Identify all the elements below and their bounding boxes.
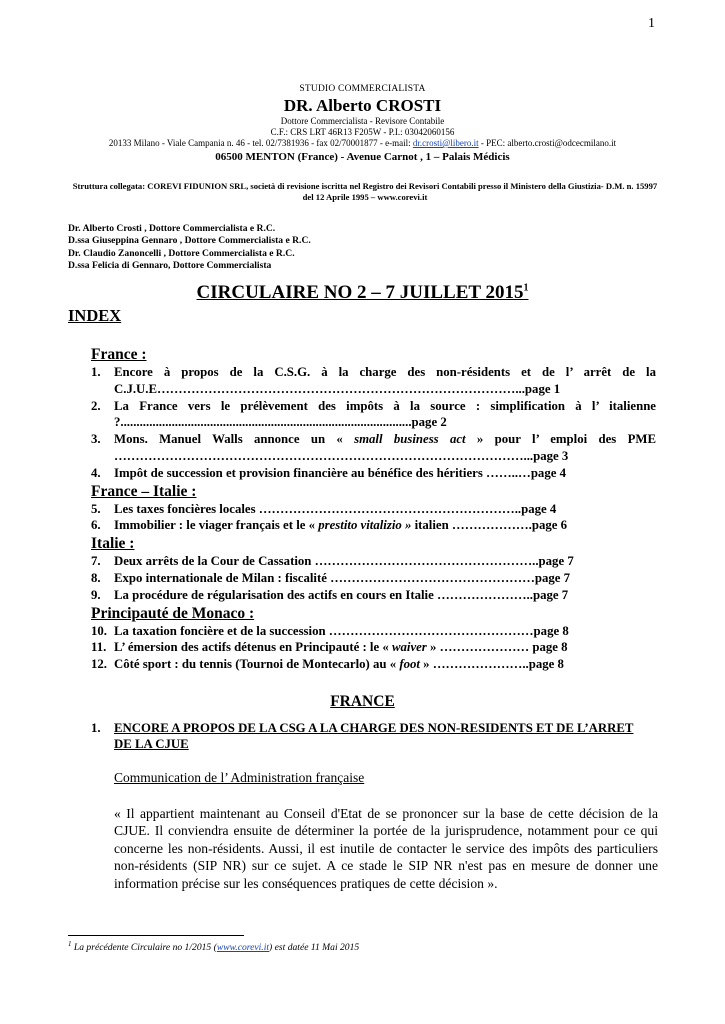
footnote [68, 940, 359, 953]
staff-list [68, 223, 311, 273]
toc-entry-number: 8. [91, 570, 101, 585]
toc-entry-number: 11. [91, 640, 107, 655]
france-heading: FRANCE [330, 693, 395, 710]
toc-entry-text: Côté sport : du tennis (Tournoi de Montecarlo) au « [114, 657, 400, 672]
section-1-heading [91, 720, 651, 752]
toc-entry-number: 7. [91, 554, 101, 569]
toc-entry[interactable] [91, 656, 656, 673]
address-text: 20133 Milano - Viale Campania n. 46 - tel. 02/7381936 - fax 02/70001877 - e-mail: [108, 138, 413, 148]
toc-entry[interactable] [91, 553, 656, 570]
toc-entry-text: La procédure de régularisation des actifs en cours en Italie …………………..page 7 [114, 587, 569, 602]
toc-entry[interactable] [91, 639, 656, 656]
letterhead-title: Dottore Commercialista - Revisore Contabile [280, 116, 445, 126]
toc-entry-text: » pour l’ emploi des PME ……………………………………………………………………………………...page 3 [114, 432, 657, 463]
toc-entry-number: 3. [91, 432, 101, 447]
letterhead-address [0, 138, 725, 149]
toc-entry-emphasis: foot [399, 657, 420, 672]
letterhead-name: DR. Alberto CROSTI [283, 96, 442, 115]
toc-entry-number: 9. [91, 587, 101, 602]
letterhead-tax-ids: C.F.: CRS LRT 46R13 F205W - P.I.: 03042060156 [270, 127, 455, 137]
section-number: 1. [91, 721, 101, 735]
email-link[interactable]: dr.crosti@libero.it [412, 138, 479, 148]
pec-text: - PEC: alberto.crosti@odcecmilano.it [478, 138, 617, 148]
toc-entry-text: Mons. Manuel Walls annonce un « [114, 432, 355, 447]
toc-entry-text: Deux arrêts de la Cour de Cassation ……………………………………………..page 7 [114, 554, 574, 569]
letterhead-studio: STUDIO COMMERCIALISTA [299, 84, 426, 94]
toc-entry-text: La France vers le prélèvement des impôts à la source : simplification à l’ italienne ?...........................................................................................page 2 [114, 398, 656, 430]
toc-entry-text: Encore à propos de la C.S.G. à la charge des non-résidents et de l’ arrêt de la C.J.U.E…………………………………………………………………………...page 1 [114, 365, 656, 396]
toc-entry-text: italien ……………….page 6 [411, 518, 568, 533]
toc-entry-emphasis: waiver [391, 640, 427, 655]
table-of-contents [91, 345, 656, 673]
toc-section-monaco: Principauté de Monaco : [91, 604, 255, 622]
struttura-collegata: Struttura collegata: COREVI FIDUNION SRL, società di revisione iscritta nel Registro dei Revisori Contabili presso il Ministero della Giustizia- D.M. n. 15997 del 12 Aprile 1995 – www.corevi.it [72, 181, 658, 202]
staff-member: Dr. Alberto Crosti , Dottore Commercialista e R.C. [68, 223, 276, 234]
toc-entry-text: L’ émersion des actifs détenus en Principauté : le « [114, 640, 392, 655]
staff-member: D.ssa Giuseppina Gennaro , Dottore Commercialista e R.C. [68, 235, 311, 247]
toc-entry-number: 6. [91, 518, 101, 533]
toc-entry-text: » ………………… page 8 [426, 640, 568, 655]
quote-paragraph: « Il appartient maintenant au Conseil d'Etat de se prononcer sur la base de cette décision de la CJUE. Il conviendra ensuite de déterminer la portée de la jurisprudence, notamment pour ce qui concerne les non-résidents. Aussi, il est inutile de contacter le service des impôts des particuliers non-résidents (SIP NR) sur ce sujet. A ce stade le SIP NR n'est pas en mesure de donner une information précise sur les conséquences pratiques de cette décision ». [114, 806, 658, 891]
staff-member: Dr. Claudio Zanoncelli , Dottore Commercialista e R.C. [68, 247, 295, 259]
toc-entry-emphasis: small business act [354, 432, 466, 447]
toc-entry-text: » …………………..page 8 [419, 657, 564, 672]
toc-entry-text: La taxation foncière et de la succession …………………………………………page 8 [114, 623, 569, 638]
toc-entry-emphasis: prestito vitalizio » [318, 518, 412, 533]
toc-entry-number: 2. [91, 398, 101, 413]
toc-entry-number: 5. [91, 501, 101, 516]
toc-entry[interactable] [91, 517, 656, 534]
toc-section-france-italie: France – Italie : [91, 482, 197, 500]
communication-subheading: Communication de l’ Administration française [114, 770, 365, 785]
toc-entry[interactable] [91, 465, 656, 482]
toc-entry-text: Expo internationale de Milan : fiscalité …………………………………………page 7 [114, 570, 571, 585]
toc-entry[interactable] [91, 501, 656, 518]
staff-member: D.ssa Felicia di Gennaro, Dottore Commercialista [68, 260, 272, 272]
toc-entry[interactable] [91, 364, 656, 398]
letterhead-menton: 06500 MENTON (France) - Avenue Carnot , 1 – Palais Médicis [215, 151, 510, 163]
footnote-ref: 1 [523, 282, 529, 294]
toc-entry[interactable] [91, 570, 656, 587]
footnote-link[interactable]: www.corevi.it [216, 942, 270, 954]
toc-entry[interactable] [91, 431, 656, 465]
toc-entry-text: Impôt de succession et provision financière au bénéfice des héritiers ……..…page 4 [114, 465, 567, 480]
circulaire-title [0, 282, 725, 304]
footnote-marker: 1 [68, 940, 72, 948]
toc-entry-text: Les taxes foncières locales ……………………………………………………..page 4 [114, 501, 557, 516]
footnote-text: ) est datée 11 Mai 2015 [269, 942, 360, 954]
toc-entry-number: 10. [91, 623, 107, 638]
section-title: ENCORE A PROPOS DE LA CSG A LA CHARGE DES NON-RESIDENTS ET DE L’ARRET DE LA CJUE [114, 721, 634, 751]
toc-entry-text: Immobilier : le viager français et le « [114, 518, 319, 533]
letterhead [0, 84, 725, 163]
footnote-divider [68, 935, 244, 936]
index-title: INDEX [68, 306, 122, 325]
footnote-text: La précédente Circulaire no 1/2015 ( [71, 942, 217, 954]
toc-entry-number: 12. [91, 657, 107, 672]
circulaire-title-text: CIRCULAIRE NO 2 – 7 JUILLET 2015 [196, 282, 524, 303]
toc-entry[interactable] [91, 398, 656, 432]
toc-section-france: France : [91, 346, 147, 363]
toc-entry[interactable] [91, 587, 656, 604]
toc-entry-number: 4. [91, 465, 101, 480]
page-number: 1 [648, 16, 655, 31]
toc-section-italie: Italie : [91, 535, 135, 553]
toc-entry[interactable] [91, 623, 656, 640]
toc-entry-number: 1. [91, 365, 101, 379]
